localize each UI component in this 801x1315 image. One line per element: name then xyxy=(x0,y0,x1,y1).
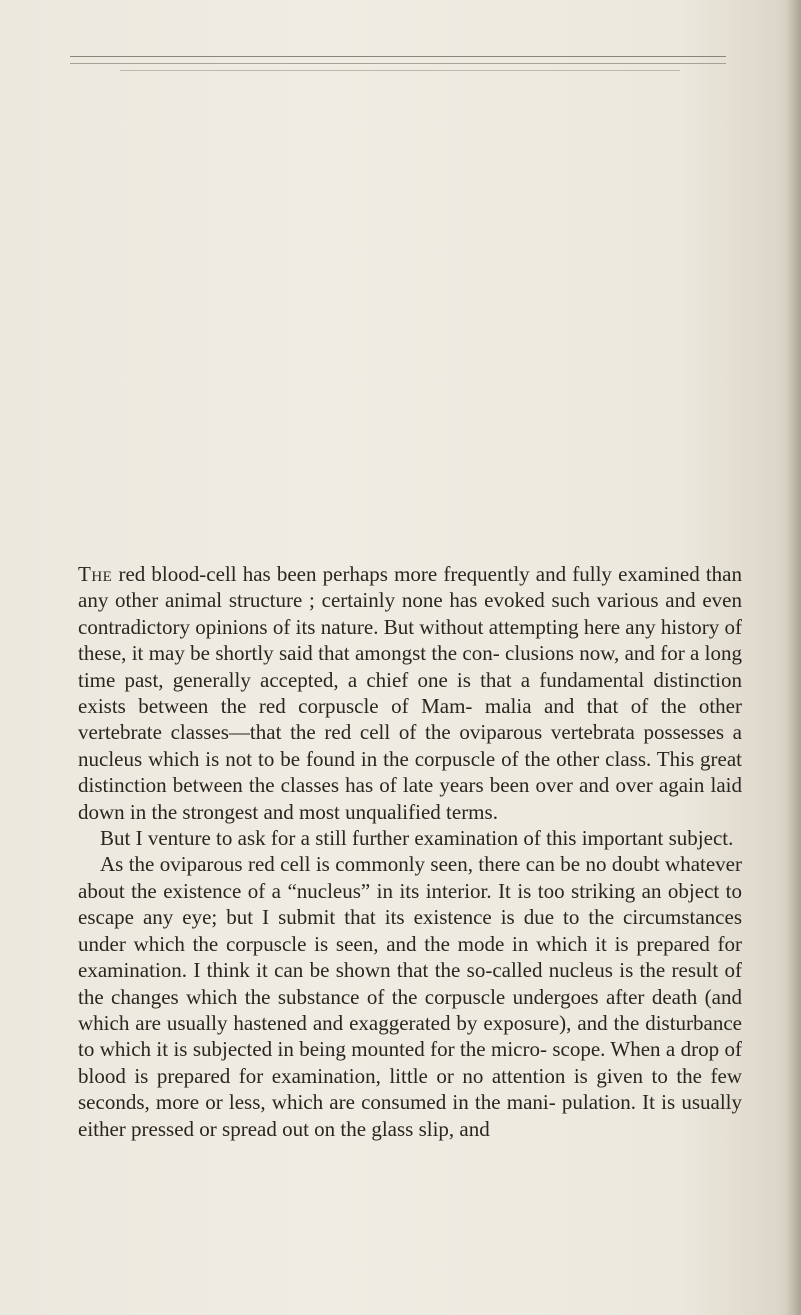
page-edge-shadow xyxy=(785,0,801,1315)
paragraph-1 xyxy=(78,561,742,825)
paragraph-2: But I venture to ask for a still further examination of this important subject. xyxy=(100,826,734,851)
body-text xyxy=(78,561,742,1142)
top-rule-faint xyxy=(120,70,680,71)
top-rule xyxy=(70,56,726,57)
top-rule-secondary xyxy=(70,63,726,64)
paragraph-1-text: red blood-cell has been perhaps more frequently and fully examined than any other animal structure ; certainly none has evoked such various and even contradictory opinions of its nature. But without attempting here any history of these, it may be shortly said that amongst the con- clusions now, and for a long time past, generally accepted, a chief one is that a fundamental distinction exists between the red corpuscle of Mam- malia and that of the other vertebrate classes—that the red cell of the oviparous vertebrata possesses a nucleus which is not to be found in the corpuscle of the other class. This great distinction between the classes has of late years been over and over again laid down in the strongest and most unqualified terms. xyxy=(78,562,742,824)
paragraph-1-lead-word: The xyxy=(78,562,113,586)
paragraph-3: As the oviparous red cell is commonly seen, there can be no doubt whatever about the existence of a “nucleus” in its interior. It is too striking an object to escape any eye; but I submit that its existence is due to the circumstances under which the corpuscle is seen, and the mode in which it is prepared for examination. I think it can be shown that the so-called nucleus is the result of the changes which the substance of the corpuscle undergoes after death (and which are usually hastened and exaggerated by exposure), and the disturbance to which it is subjected in being mounted for the micro- scope. When a drop of blood is prepared for examination, little or no attention is given to the few seconds, more or less, which are consumed in the mani- pulation. It is usually either pressed or spread out on the glass slip, and xyxy=(78,852,742,1141)
